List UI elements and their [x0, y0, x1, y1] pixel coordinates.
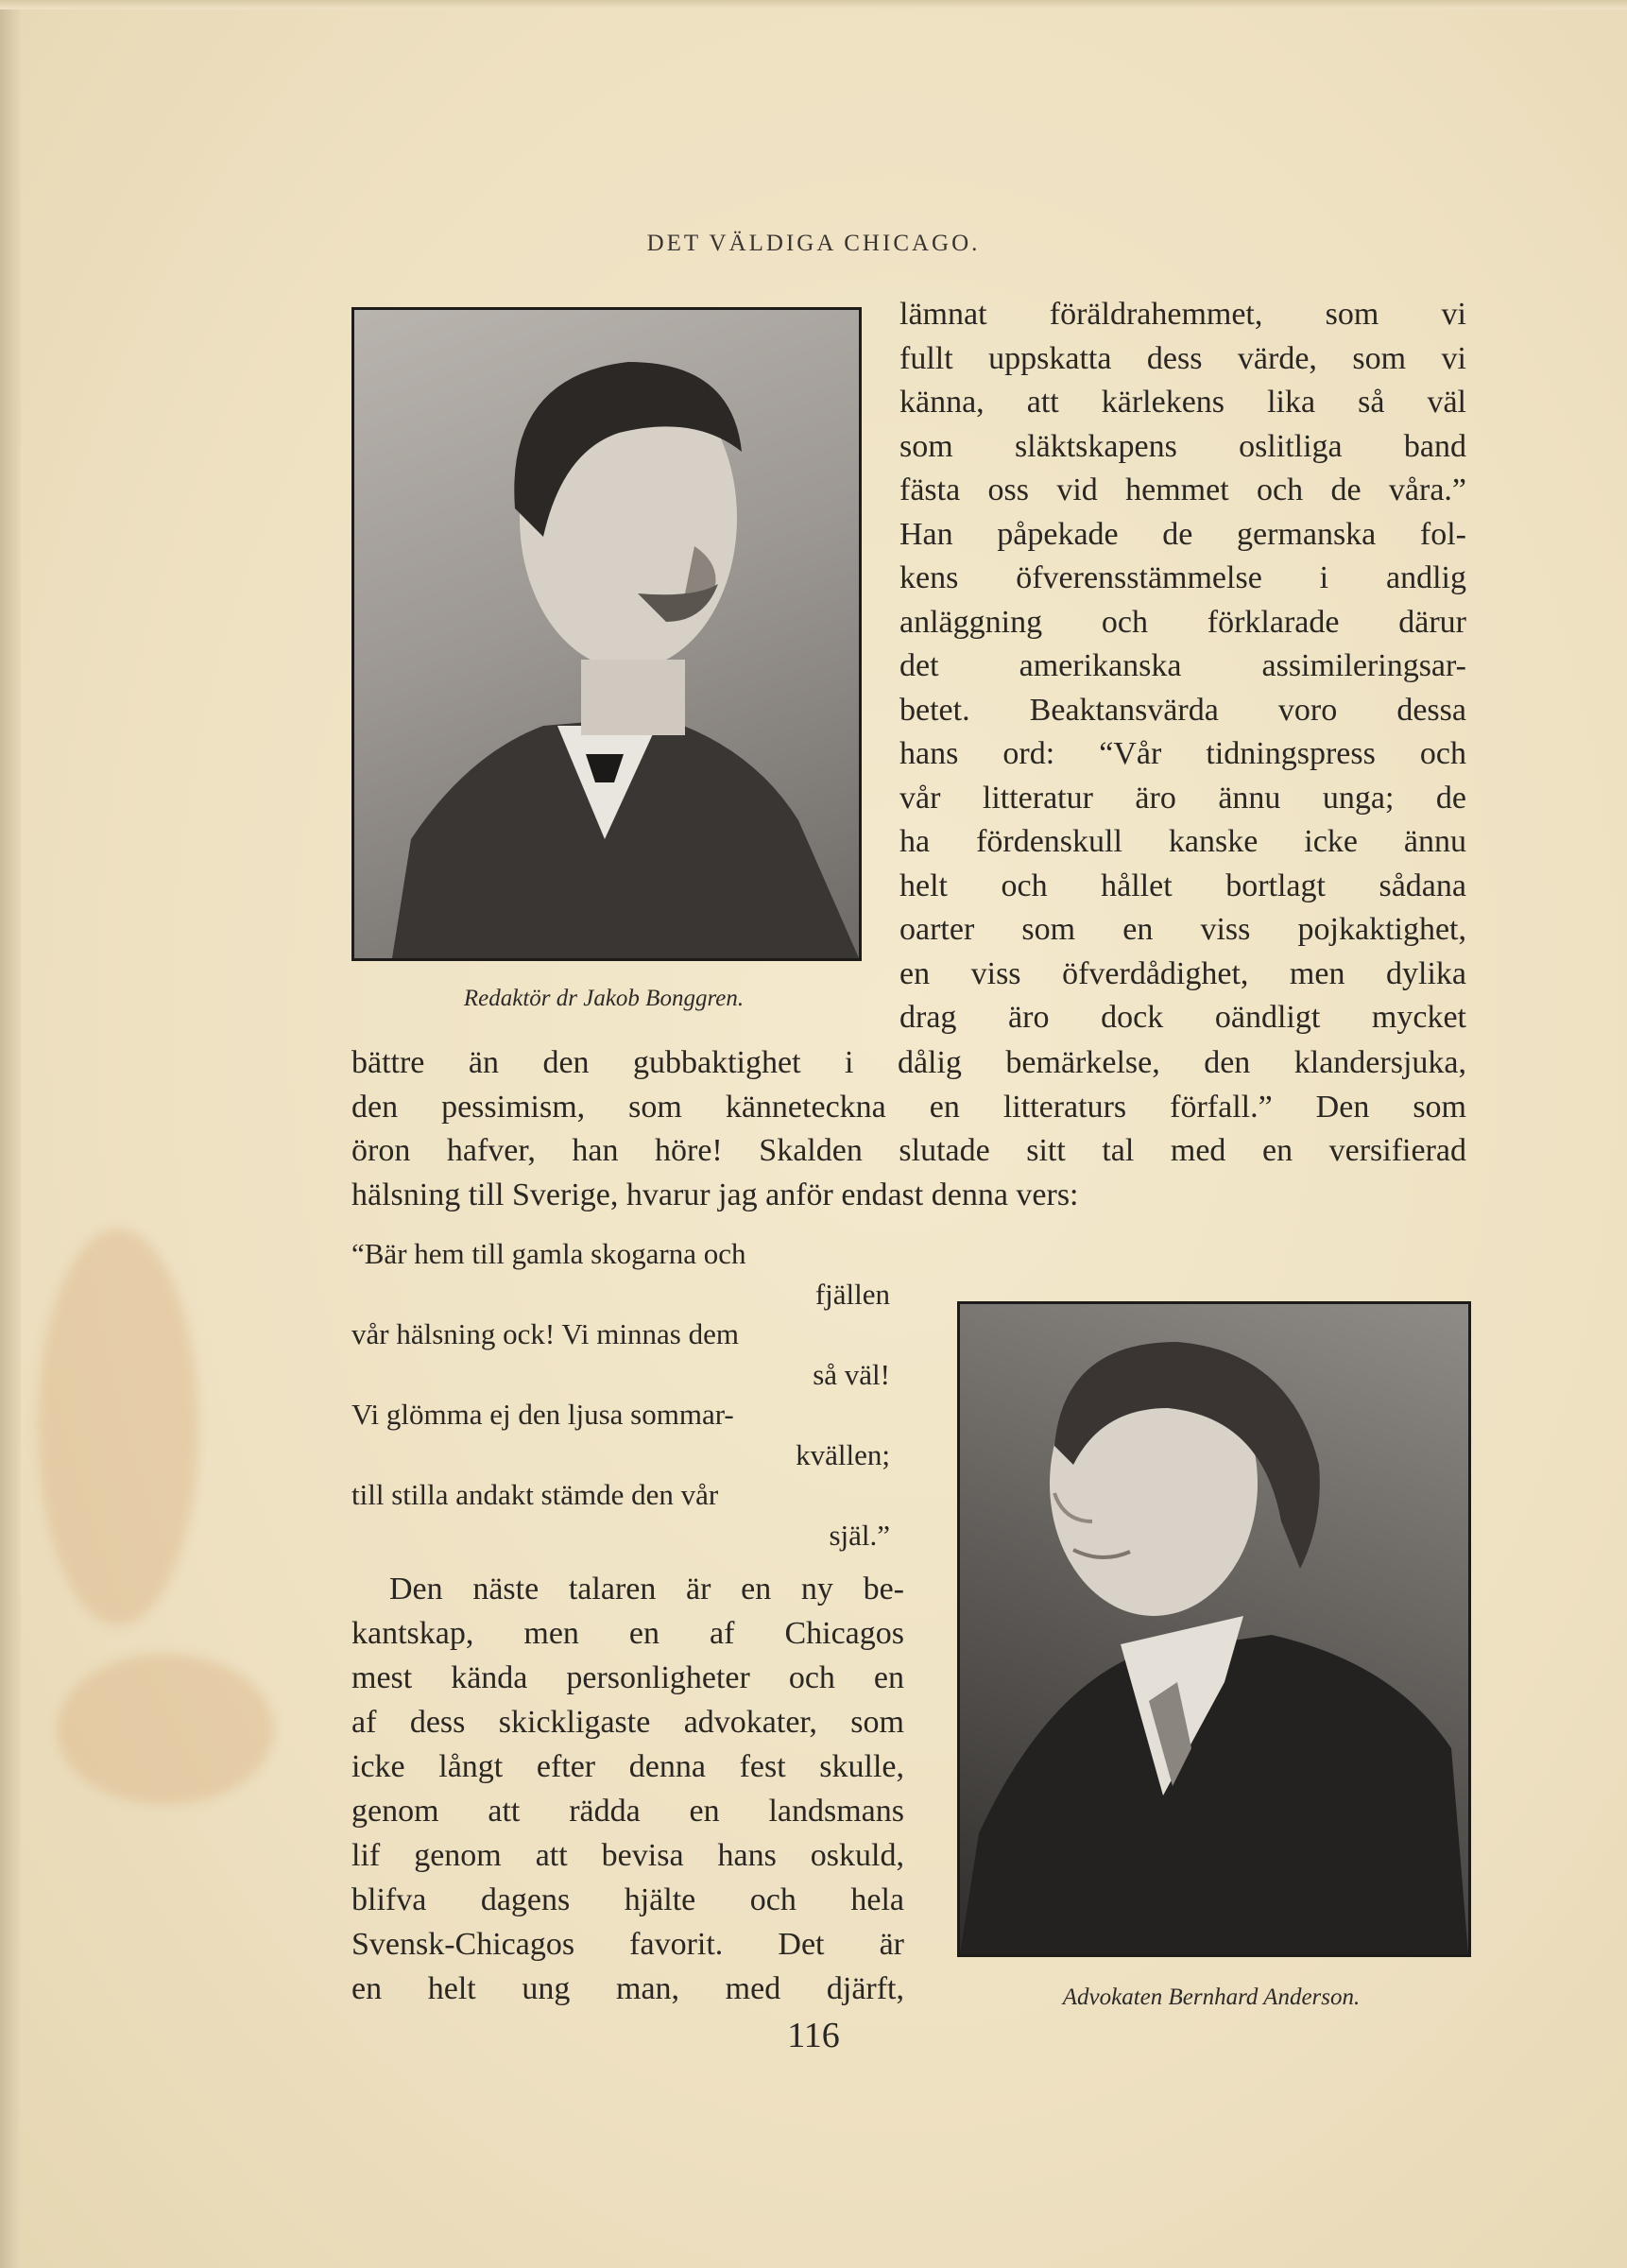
- text-line: Svensk-Chicagos favorit. Det är: [351, 1927, 904, 1962]
- text-line: icke långt efter denna fest skulle,: [351, 1749, 904, 1784]
- text-line: genom att rädda en landsmans: [351, 1794, 904, 1829]
- text-line: som släktskapens oslitliga band: [899, 428, 1466, 464]
- verse-line: “Bär hem till gamla skogarna och: [351, 1237, 746, 1270]
- text-line: den pessimism, som känneteckna en litteraturs förfall.” Den som: [351, 1089, 1466, 1125]
- page-binding-edge: [0, 0, 21, 2268]
- page-number: 116: [787, 2016, 840, 2055]
- verse-line: till stilla andakt stämde den vår: [351, 1478, 719, 1511]
- text-line: af dess skickligaste advokater, som: [351, 1705, 904, 1740]
- text-line: blifva dagens hjälte och hela: [351, 1882, 904, 1917]
- text-line: vår litteratur äro ännu unga; de: [899, 780, 1466, 816]
- portrait-photo-anderson: [957, 1301, 1471, 1957]
- verse-line: vår hälsning ock! Vi minnas dem: [351, 1317, 739, 1350]
- right-column-text: [899, 293, 1466, 1040]
- portrait-illustration: [960, 1304, 1468, 1954]
- text-line: en helt ung man, med djärft,: [351, 1971, 904, 2006]
- running-header: DET VÄLDIGA CHICAGO.: [646, 231, 981, 256]
- text-line: öron hafver, han höre! Skalden slutade sitt tal med en versifierad: [351, 1133, 1466, 1168]
- text-line: lif genom att bevisa hans oskuld,: [351, 1838, 904, 1873]
- paper-stain: [57, 1654, 274, 1805]
- text-line: lämnat föräldrahemmet, som vi: [899, 297, 1466, 332]
- text-line: hans ord: “Vår tidningspress och: [899, 736, 1466, 771]
- verse-continuation: kvällen;: [796, 1437, 890, 1471]
- verse-continuation: så väl!: [813, 1357, 890, 1391]
- text-line: oarter som en viss pojkaktighet,: [899, 912, 1466, 947]
- text-line: fullt uppskatta dess värde, som vi: [899, 340, 1466, 376]
- photo-caption-bonggren: Redaktör dr Jakob Bonggren.: [463, 986, 745, 1011]
- verse-block: [351, 1234, 904, 1555]
- verse-line: Vi glömma ej den ljusa sommar-: [351, 1398, 734, 1431]
- full-width-text: [351, 1041, 1466, 1217]
- verse-continuation: själ.”: [829, 1518, 890, 1552]
- text-line: ha fördenskull kanske icke ännu: [899, 824, 1466, 859]
- text-line: kens öfverensstämmelse i andlig: [899, 560, 1466, 595]
- text-line: fästa oss vid hemmet och de våra.”: [899, 472, 1466, 507]
- text-line: kantskap, men en af Chicagos: [351, 1616, 904, 1651]
- page-top-edge: [0, 0, 1627, 9]
- left-column-text: [351, 1567, 904, 2011]
- photo-caption-anderson: Advokaten Bernhard Anderson.: [1062, 1984, 1361, 2010]
- verse-continuation: fjällen: [814, 1277, 890, 1311]
- text-line: det amerikanska assimileringsar-: [899, 648, 1466, 683]
- text-line: en viss öfverdådighet, men dylika: [899, 955, 1466, 991]
- paper-stain: [38, 1228, 198, 1625]
- text-line: drag äro dock oändligt mycket: [899, 1000, 1466, 1035]
- text-line: helt och hållet bortlagt sådana: [899, 868, 1466, 903]
- text-line: betet. Beaktansvärda voro dessa: [899, 692, 1466, 728]
- text-line: bättre än den gubbaktighet i dålig bemärkelse, den klandersjuka,: [351, 1045, 1466, 1080]
- portrait-photo-bonggren: [351, 307, 862, 961]
- text-line: Han påpekade de germanska fol-: [899, 516, 1466, 552]
- text-line: hälsning till Sverige, hvarur jag anför endast denna vers:: [351, 1177, 1079, 1212]
- portrait-illustration: [354, 310, 859, 958]
- text-line: Den näste talaren är en ny be-: [389, 1572, 904, 1606]
- text-line: mest kända personligheter och en: [351, 1660, 904, 1695]
- text-line: anläggning och förklarade därur: [899, 604, 1466, 640]
- text-line: känna, att kärlekens lika så väl: [899, 385, 1466, 420]
